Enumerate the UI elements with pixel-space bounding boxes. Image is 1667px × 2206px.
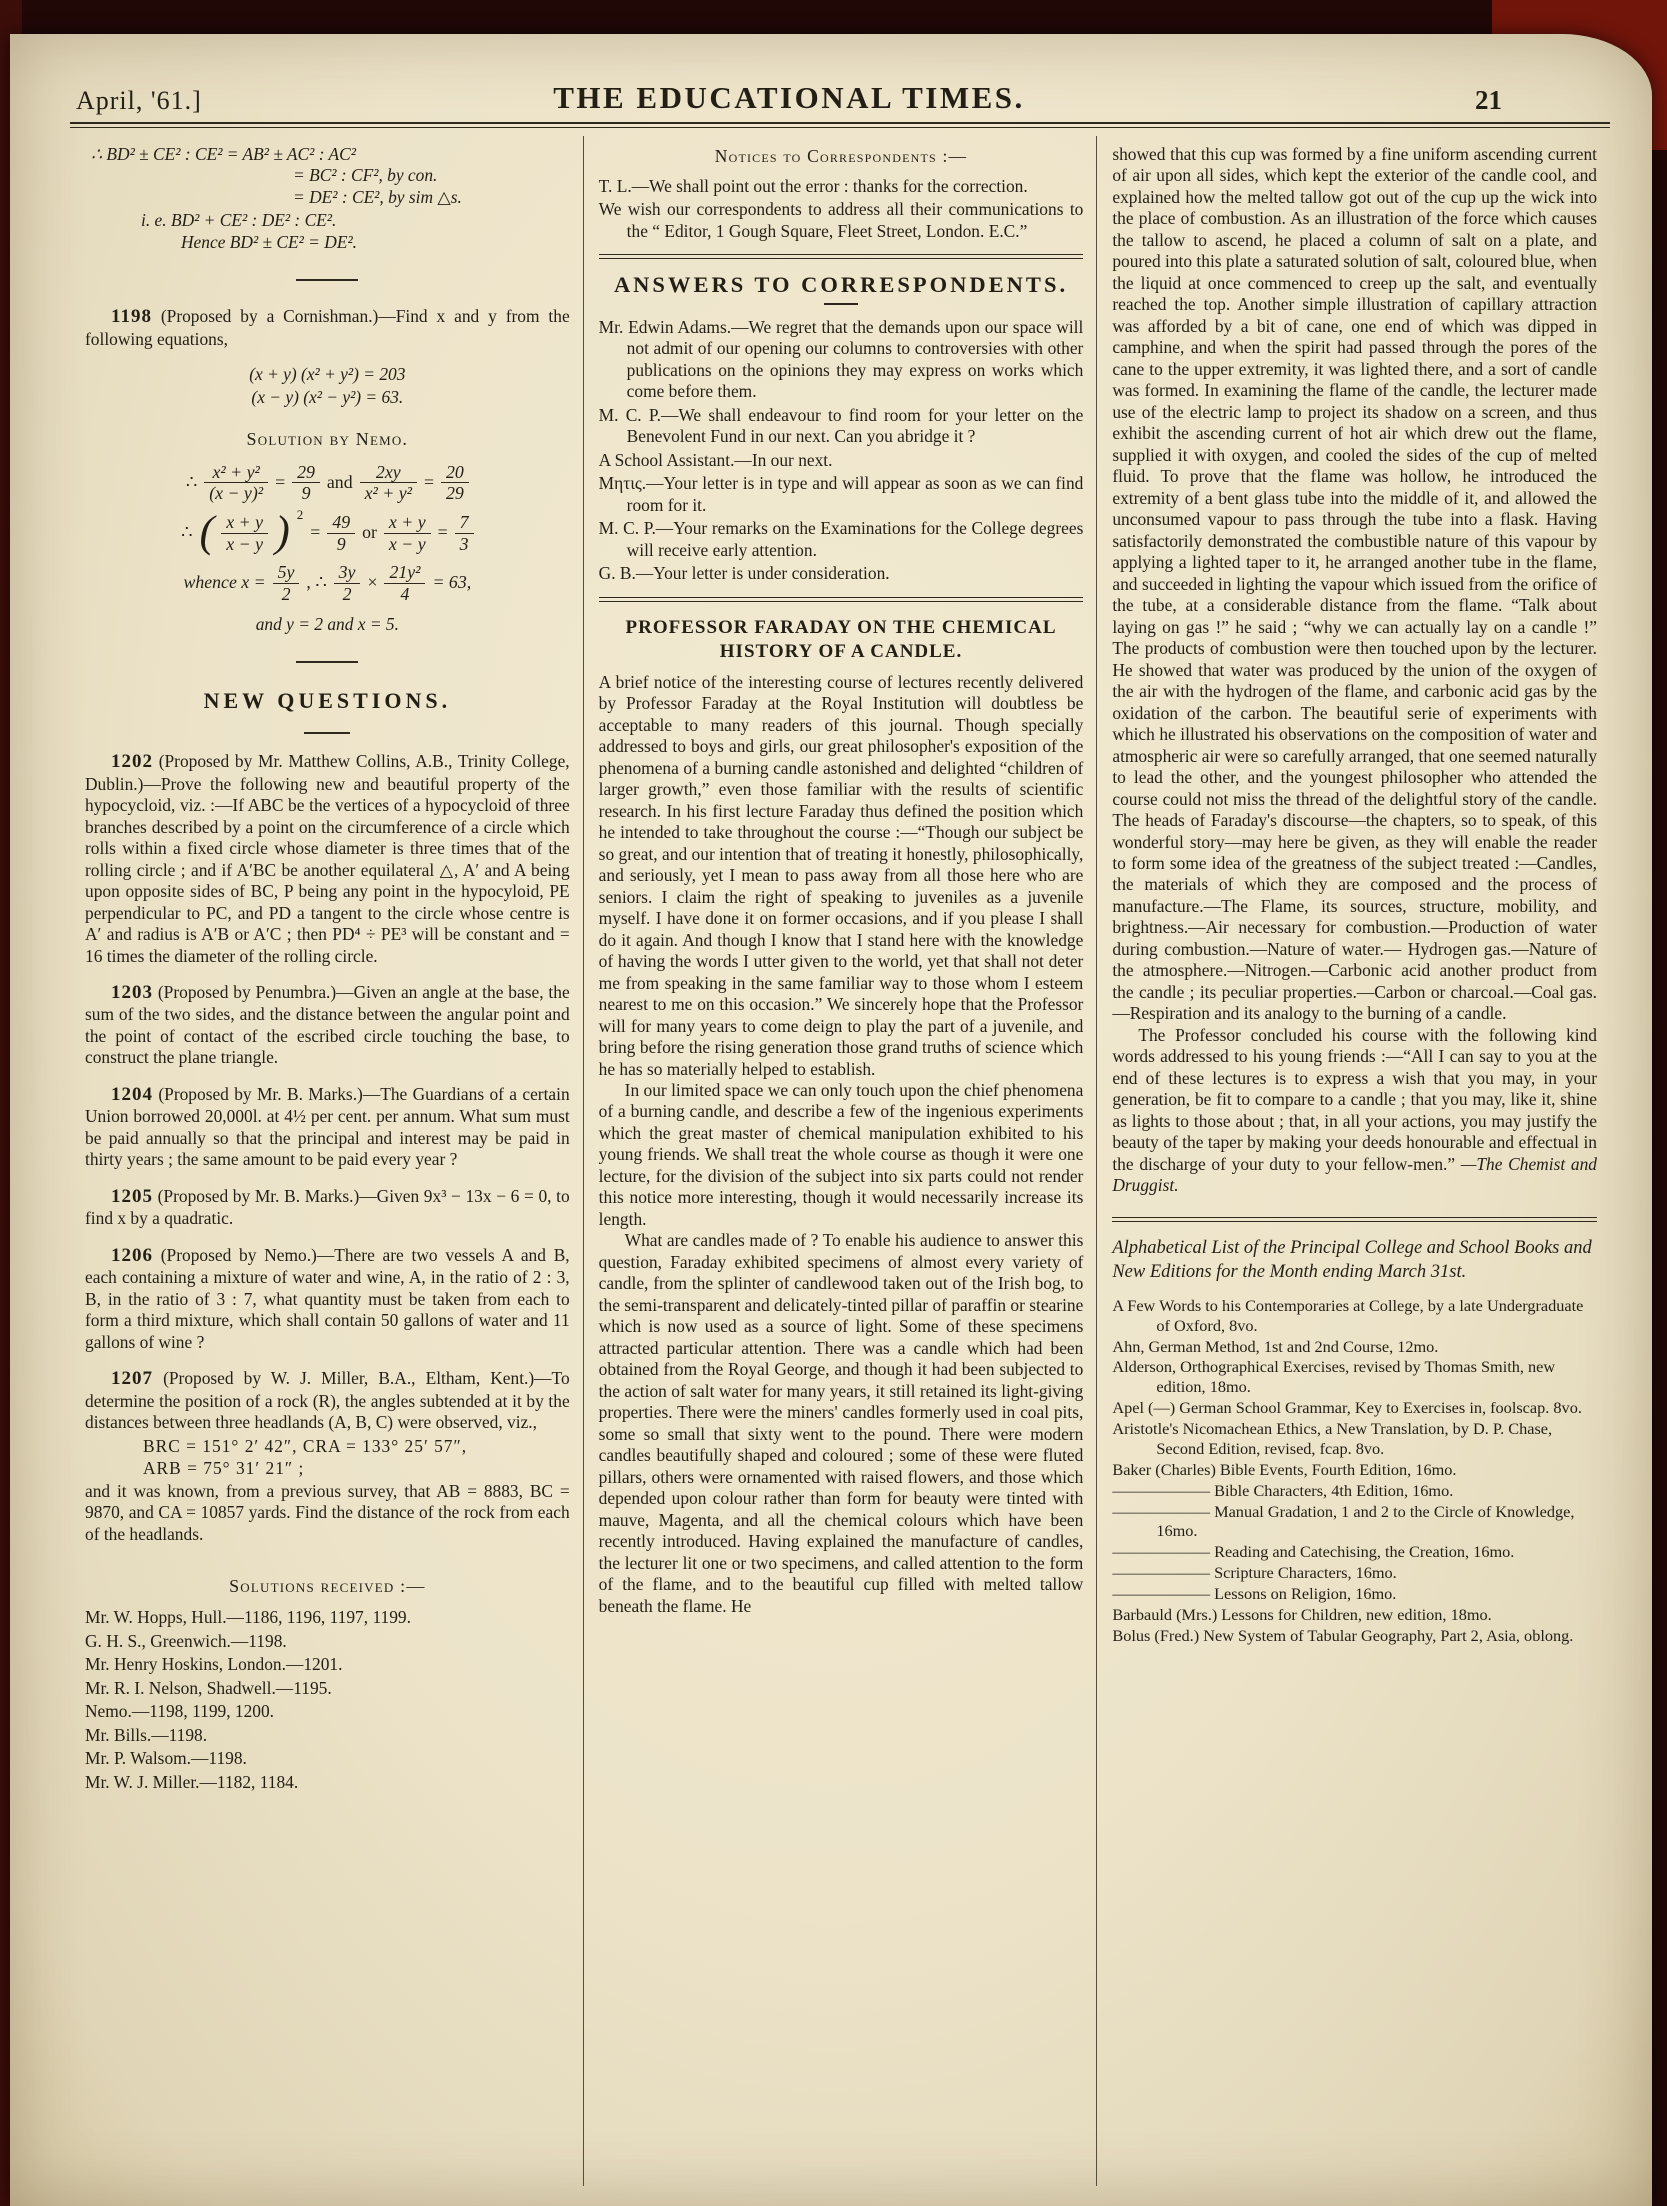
question-1198	[85, 305, 570, 350]
solution-line-2: ∴ ( $\frac{x + y}{x - y}$ ) 2 = $\frac{49}{9}$ or $\frac{x + y}{x - y}$ = $\frac{7}{3}$	[85, 513, 570, 553]
answer-item: A School Assistant.—In our next.	[598, 449, 833, 470]
solution-result: and y = 2 and x = 5.	[255, 613, 399, 634]
book-list-heading: Alphabetical List of the Principal College and School Books and New Editions for the Month ending March 31st.	[1112, 1237, 1592, 1282]
issue-date: April, '61.]	[76, 86, 202, 115]
fraction: $\frac{2xy}{\text{x² + y²}}$	[360, 463, 417, 503]
fraction: $\frac{49}{9}$	[327, 513, 355, 553]
equation: (x + y) (x² + y²) = 203	[249, 364, 406, 385]
solutions-received-entry: Nemo.—1198, 1199, 1200.	[85, 1701, 275, 1722]
source-credit: —The Chemist and Druggist.	[1112, 1153, 1598, 1196]
math-line: i. e. BD² + CE² : DE² : CE².	[141, 210, 337, 231]
angle-equation: ARB = 75° 31′ 21″ ;	[143, 1458, 305, 1479]
fraction: $\frac{20}{29}$	[441, 463, 469, 503]
book-list-item: —————— Reading and Catechising, the Creation, 16mo.	[1112, 1542, 1515, 1562]
question-1205: 1205 (Proposed by Mr. B. Marks.)—Given 9x³ − 13x − 6 = 0, to find x by a quadratic.	[85, 1185, 570, 1229]
new-questions-heading: NEW QUESTIONS.	[203, 688, 452, 714]
solutions-received-entry: G. H. S., Greenwich.—1198.	[85, 1630, 287, 1651]
page-number: 21	[1475, 85, 1502, 115]
notices-heading: Notices to Correspondents :—	[714, 146, 968, 166]
math-line: = DE² : CE², by sim △s.	[293, 186, 462, 207]
column-right	[1096, 136, 1610, 2186]
question-1204: 1204 (Proposed by Mr. B. Marks.)—The Guardians of a certain Union borrowed 20,000l. at 4½ per cent. per annum. What sum must be paid annually so that the principal and interest may be paid in thirty years ; the same amount to be paid every year ?	[85, 1083, 570, 1170]
answer-item: M. C. P.—Your remarks on the Examinations for the College degrees will receive early attention.	[598, 518, 1084, 560]
answer-item: Mητις.—Your letter is in type and will appear as soon as we can find room for it.	[598, 473, 1084, 515]
math-line: Hence BD² ± CE² = DE².	[181, 231, 358, 252]
article-paragraph: In our limited space we can only touch upon the chief phenomena of a burning candle, and describe a few of the ingenious experiments which the great master of chemical manipulation exhibited to his young friends. We shall treat the whole course as though it were one lecture, for the division of the subject into six parts could not render this notice more interesting, though it would necessarily increase its length.	[598, 1080, 1084, 1229]
article-heading-line2: HISTORY OF A CANDLE.	[719, 641, 963, 663]
masthead-title: THE EDUCATIONAL TIMES.	[553, 80, 1025, 115]
newspaper-page	[10, 34, 1652, 2206]
answers-heading: ANSWERS TO CORRESPONDENTS.	[613, 272, 1069, 298]
math-line: ∴ BD² ± CE² : CE² = AB² ± AC² : AC²	[91, 144, 356, 164]
question-1207: 1207 (Proposed by W. J. Miller, B.A., Eltham, Kent.)—To determine the position of a rock (R), the angles subtended at it by the distances between three headlands (A, B, C) were observed, viz.,	[85, 1368, 570, 1433]
notice-item: We wish our correspondents to address all their communications to the “ Editor, 1 Gough Square, Fleet Street, London. E.C.”	[598, 199, 1084, 241]
fraction: $\frac{7}{3}$	[455, 513, 474, 553]
book-list-item: Ahn, German Method, 1st and 2nd Course, 12mo.	[1112, 1336, 1439, 1356]
article-paragraph: What are candles made of ? To enable his audience to answer this question, Faraday exhibited specimens of almost every variety of candle, from the splinter of candlewood taken out of the Irish bog, to the semi-transparent and delicately-tinted pillar of paraffin or stearine which is now used as a source of light. Some of these specimens attracted particular attention. There was a candle which had been obtained from the Royal George, and though it had been subjected to the action of salt water for many years, it still retained its light-giving properties. There were the miners' candles formerly used in coal pits, some so small that sixty went to the pound. There were modern candles beautifully shaped and coloured ; some of these were fluted pillars, others were ornamented with raised flowers, and those which depended upon colour rather than form for beauty were tinted with mauve, Magenta, and all the chemical colours which have been recently introduced. Having explained the manufacture of candles, the lecturer lit one or two specimens, and called attention to the form of the flame, and to the beautiful cup filled with melted tallow beneath the flame. He	[598, 1230, 1084, 1616]
book-list-item: Bolus (Fred.) New System of Tabular Geography, Part 2, Asia, oblong.	[1112, 1625, 1574, 1645]
article-paragraph: A brief notice of the interesting course of lectures recently delivered by Professor Faraday at the Royal Institution will doubtless be acceptable to many readers of this journal. Though specially addressed to boys and girls, our great philosopher's exposition of the phenomena of a burning candle astonished and delighted “children of larger growth,” even those familiar with the results of scientific research. In his first lecture Faraday thus defined the position which he intended to take throughout the course :—“Though our subject be so great, and our intention that of treating it honestly, philosophically, and seriously, yet I mean to pass away from all those here who are seniors. I claim the right of speaking to juveniles as a juvenile myself. I have done it on former occasions, and if you please I shall do it again. And though I know that I stand here with the knowledge of having the words I utter given to the world, yet that shall not deter me from speaking in the same familiar way to those whom I esteem nearest to me on this occasion.” We sincerely hope that the Professor will for many years to come deign to play the part of a juvenile, and bring before the rising generation those grand truths of science which he has so materially helped to establish.	[598, 671, 1084, 1079]
book-list-item: Apel (—) German School Grammar, Key to Exercises in, foolscap. 8vo.	[1112, 1398, 1582, 1418]
solutions-received-entry: Mr. Henry Hoskins, London.—1201.	[85, 1654, 343, 1675]
answer-item: M. C. P.—We shall endeavour to find room for your letter on the Benevolent Fund in our next. Can you abridge it ?	[598, 404, 1084, 447]
notice-item: T. L.—We shall point out the error : thanks for the correction.	[598, 175, 1028, 196]
article-closing-paragraph: The Professor concluded his course with the following kind words addressed to his young friends :—“All I can say to you at the end of these lectures is to express a wish that you may, in your generation, be fit to compare to a candle ; that you may, like it, shine as lights to those about ; that, in all your actions, you may justify the beauty of the taper by making your deeds honourable and effectual in the discharge of your duty to your fellow-men.” —The Chemist and Druggist.	[1112, 1024, 1598, 1196]
question-1202: 1202 (Proposed by Mr. Matthew Collins, A.B., Trinity College, Dublin.)—Prove the following new and beautiful property of the hypocycloid, viz. :—If ABC be the vertices of a hypocycloid of three branches described by a point on the circumference of a circle which rolls within a fixed circle whose diameter is three times that of the rolling circle ; and if A′BC be another equilateral △, A′ and A being upon opposite sides of BC, P being any point in the hypocyloid, PE perpendicular to PC, and PD a tangent to the circle whose centre is A′ and radius is A′B or A′C ; then PD⁴ ÷ PE³ will be constant and = 16 times the diameter of the rolling circle.	[85, 751, 570, 966]
book-list-item: —————— Lessons on Religion, 16mo.	[1112, 1584, 1397, 1604]
book-list-item: Barbauld (Mrs.) Lessons for Children, new edition, 18mo.	[1112, 1604, 1492, 1624]
column-left	[70, 136, 583, 2186]
solution-line-1: ∴ $\frac{\text{x² + y²}}{\text{(x − y)²}}$ = $\frac{29}{9}$ and $\frac{2xy}{\text{x² + y²}}$ = $\frac{20}{29}$	[85, 463, 570, 503]
answer-item: G. B.—Your letter is under consideration.	[598, 563, 890, 584]
article-continuation-paragraph: showed that this cup was formed by a fine uniform ascending current of air upon all sides, which kept the exterior of the candle cool, and explained how the melted tallow got out of the cup up the wick into the place of combustion. As an illustration of the force which causes the tallow to ascend, he placed a column of salt on a plate, and poured into this plate a saturated solution of salt, coloured blue, when the liquid at once commenced to creep up the salt, and eventually reached the top. Another simple illustration of capillary attraction was afforded by a bit of cane, one end of which was dipped in camphine, and when the spirit had passed through the pores of the cane to the upper extremity, it was lighted there, and a sort of candle was formed. In examining the flame of the candle, the lecturer made use of the electric lamp to project its shadow on a screen, and thus exhibit the ascending current of hot air which drew out the flame, supplied it with oxygen, and cooled the sides of the cup of melted fluid. To prove that the flame was hollow, he introduced the extremity of a bent glass tube into the middle of it, and allowed the unconsumed vapour to pass through the tube into a flask. Having satisfactorily demonstrated the combustible nature of this vapour by applying a lighted taper to it, he arranged another tube in the flame, and succeeded in lighting the vapour which issued from the orifice of the tube, at a considerable distance from the flame. “Talk about laying on gas !” he said ; “why we can actually lay on a candle !” The products of combustion were then touched upon by the lecturer. He showed that water was produced by the union of the oxygen of the air with the hydrogen of the flame, and carbonic acid gas by the oxidation of the carbon. The beautiful serie of experiments with which he illustrated his observations on the composition of water and atmospheric air were so carefully arranged, that one seemed naturally to lead the other, and the youngest philosopher who attended the course could not miss the thread of the delightful story of the candle. The heads of Faraday's discourse—the chapters, so to speak, of this wonderful story—may here be given, as they will enable the reader to form some idea of the greatness of the subject treated :—Candles, the materials of which they are composed and the process of manufacture.—The Flame, its sources, structure, mobility, and brightness.—Air necessary for combustion.—Production of water during combustion.—Nature of water.— Hydrogen gas.—Nature of the atmosphere.—Nitrogen.—Carbonic acid another product from the candle ; its peculiar properties.—Carbon or charcoal.—Coal gas.—Respiration and its analogy to the burning of a candle.	[1112, 144, 1598, 1024]
solutions-received-entry: Mr. W. J. Miller.—1182, 1184.	[85, 1771, 299, 1792]
heading-dash	[824, 303, 858, 305]
section-divider	[296, 279, 358, 281]
fraction: $\frac{x + y}{x - y}$	[221, 513, 268, 553]
math-line: = BC² : CF², by con.	[293, 165, 438, 186]
solution-heading: Solution by Nemo.	[246, 429, 409, 450]
section-rule	[599, 254, 1084, 259]
book-list-item: Aristotle's Nicomachean Ethics, a New Translation, by D. P. Chase, Second Edition, revised, fcap. 8vo.	[1112, 1419, 1553, 1458]
section-divider	[296, 661, 358, 663]
fraction: $\frac{\text{x² + y²}}{\text{(x − y)²}}$	[204, 463, 268, 503]
question-1206: 1206 (Proposed by Nemo.)—There are two vessels A and B, each containing a mixture of water and wine, A, in the ratio of 2 : 3, B, in the ratio of 3 : 7, what quantity must be taken from each to form a third mixture, which shall contain 50 gallons of water and 11 gallons of wine ?	[85, 1244, 570, 1352]
solutions-received-entry: Mr. Bills.—1198.	[85, 1724, 208, 1745]
section-rule	[1112, 1217, 1597, 1222]
page-columns	[70, 136, 1610, 2186]
fraction: $\frac{5y}{2}$	[273, 563, 300, 603]
question-text: (Proposed by a Cornishman.)—Find x and y from the following equations,	[85, 306, 570, 349]
solutions-received-heading: Solutions received :—	[229, 1576, 426, 1597]
section-rule	[599, 597, 1084, 602]
angle-equation: BRC = 151° 2′ 42″, CRA = 133° 25′ 57″,	[143, 1435, 468, 1456]
heading-underline	[304, 732, 350, 734]
book-list-item: —————— Manual Gradation, 1 and 2 to the Circle of Knowledge, 16mo.	[1112, 1501, 1575, 1541]
solutions-received-entry: Mr. W. Hopps, Hull.—1186, 1196, 1197, 1199.	[85, 1607, 411, 1628]
question-1207-continuation: and it was known, from a previous survey, that AB = 8883, BC = 9870, and CA = 10857 yards. Find the distance of the rock from each of the headlands.	[85, 1480, 570, 1544]
article-heading-line1: PROFESSOR FARADAY ON THE CHEMICAL	[625, 616, 1057, 638]
fraction: $\frac{\text{21y²}}{4}$	[384, 563, 425, 603]
answer-item: Mr. Edwin Adams.—We regret that the demands upon our space will not admit of our opening our columns to controversies with other publications on the opinions they may express on works which come before them.	[598, 316, 1084, 402]
fraction: $\frac{x + y}{x - y}$	[384, 513, 431, 553]
solutions-received-entry: Mr. R. I. Nelson, Shadwell.—1195.	[85, 1677, 332, 1698]
solutions-received-entry: Mr. P. Walsom.—1198.	[85, 1748, 247, 1769]
book-list-item: —————— Bible Characters, 4th Edition, 16mo.	[1112, 1480, 1454, 1500]
book-list-item: Baker (Charles) Bible Events, Fourth Edition, 16mo.	[1112, 1459, 1457, 1479]
question-1203: 1203 (Proposed by Penumbra.)—Given an angle at the base, the sum of the two sides, and the distance between the angular point and the point of contact of the escribed circle touching the base, to construct the plane triangle.	[85, 982, 570, 1068]
book-list-item: A Few Words to his Contemporaries at College, by a late Undergraduate of Oxford, 8vo.	[1112, 1295, 1584, 1335]
book-list-item: Alderson, Orthographical Exercises, revised by Thomas Smith, new edition, 18mo.	[1112, 1357, 1556, 1397]
fraction: $\frac{29}{9}$	[292, 463, 320, 503]
column-middle	[583, 136, 1097, 2186]
equation: (x − y) (x² − y²) = 63.	[251, 386, 404, 407]
book-list-item: —————— Scripture Characters, 16mo.	[1112, 1563, 1397, 1583]
page-header	[10, 34, 1652, 120]
header-rule	[70, 122, 1610, 128]
fraction: $\frac{3y}{2}$	[334, 563, 361, 603]
proof-math-block	[85, 144, 570, 253]
solution-line-3: whence x = $\frac{5y}{2}$ , ∴ $\frac{3y}{2}$ × $\frac{\text{21y²}}{4}$ = 63,	[183, 562, 472, 604]
question-number: 1198	[111, 306, 152, 328]
